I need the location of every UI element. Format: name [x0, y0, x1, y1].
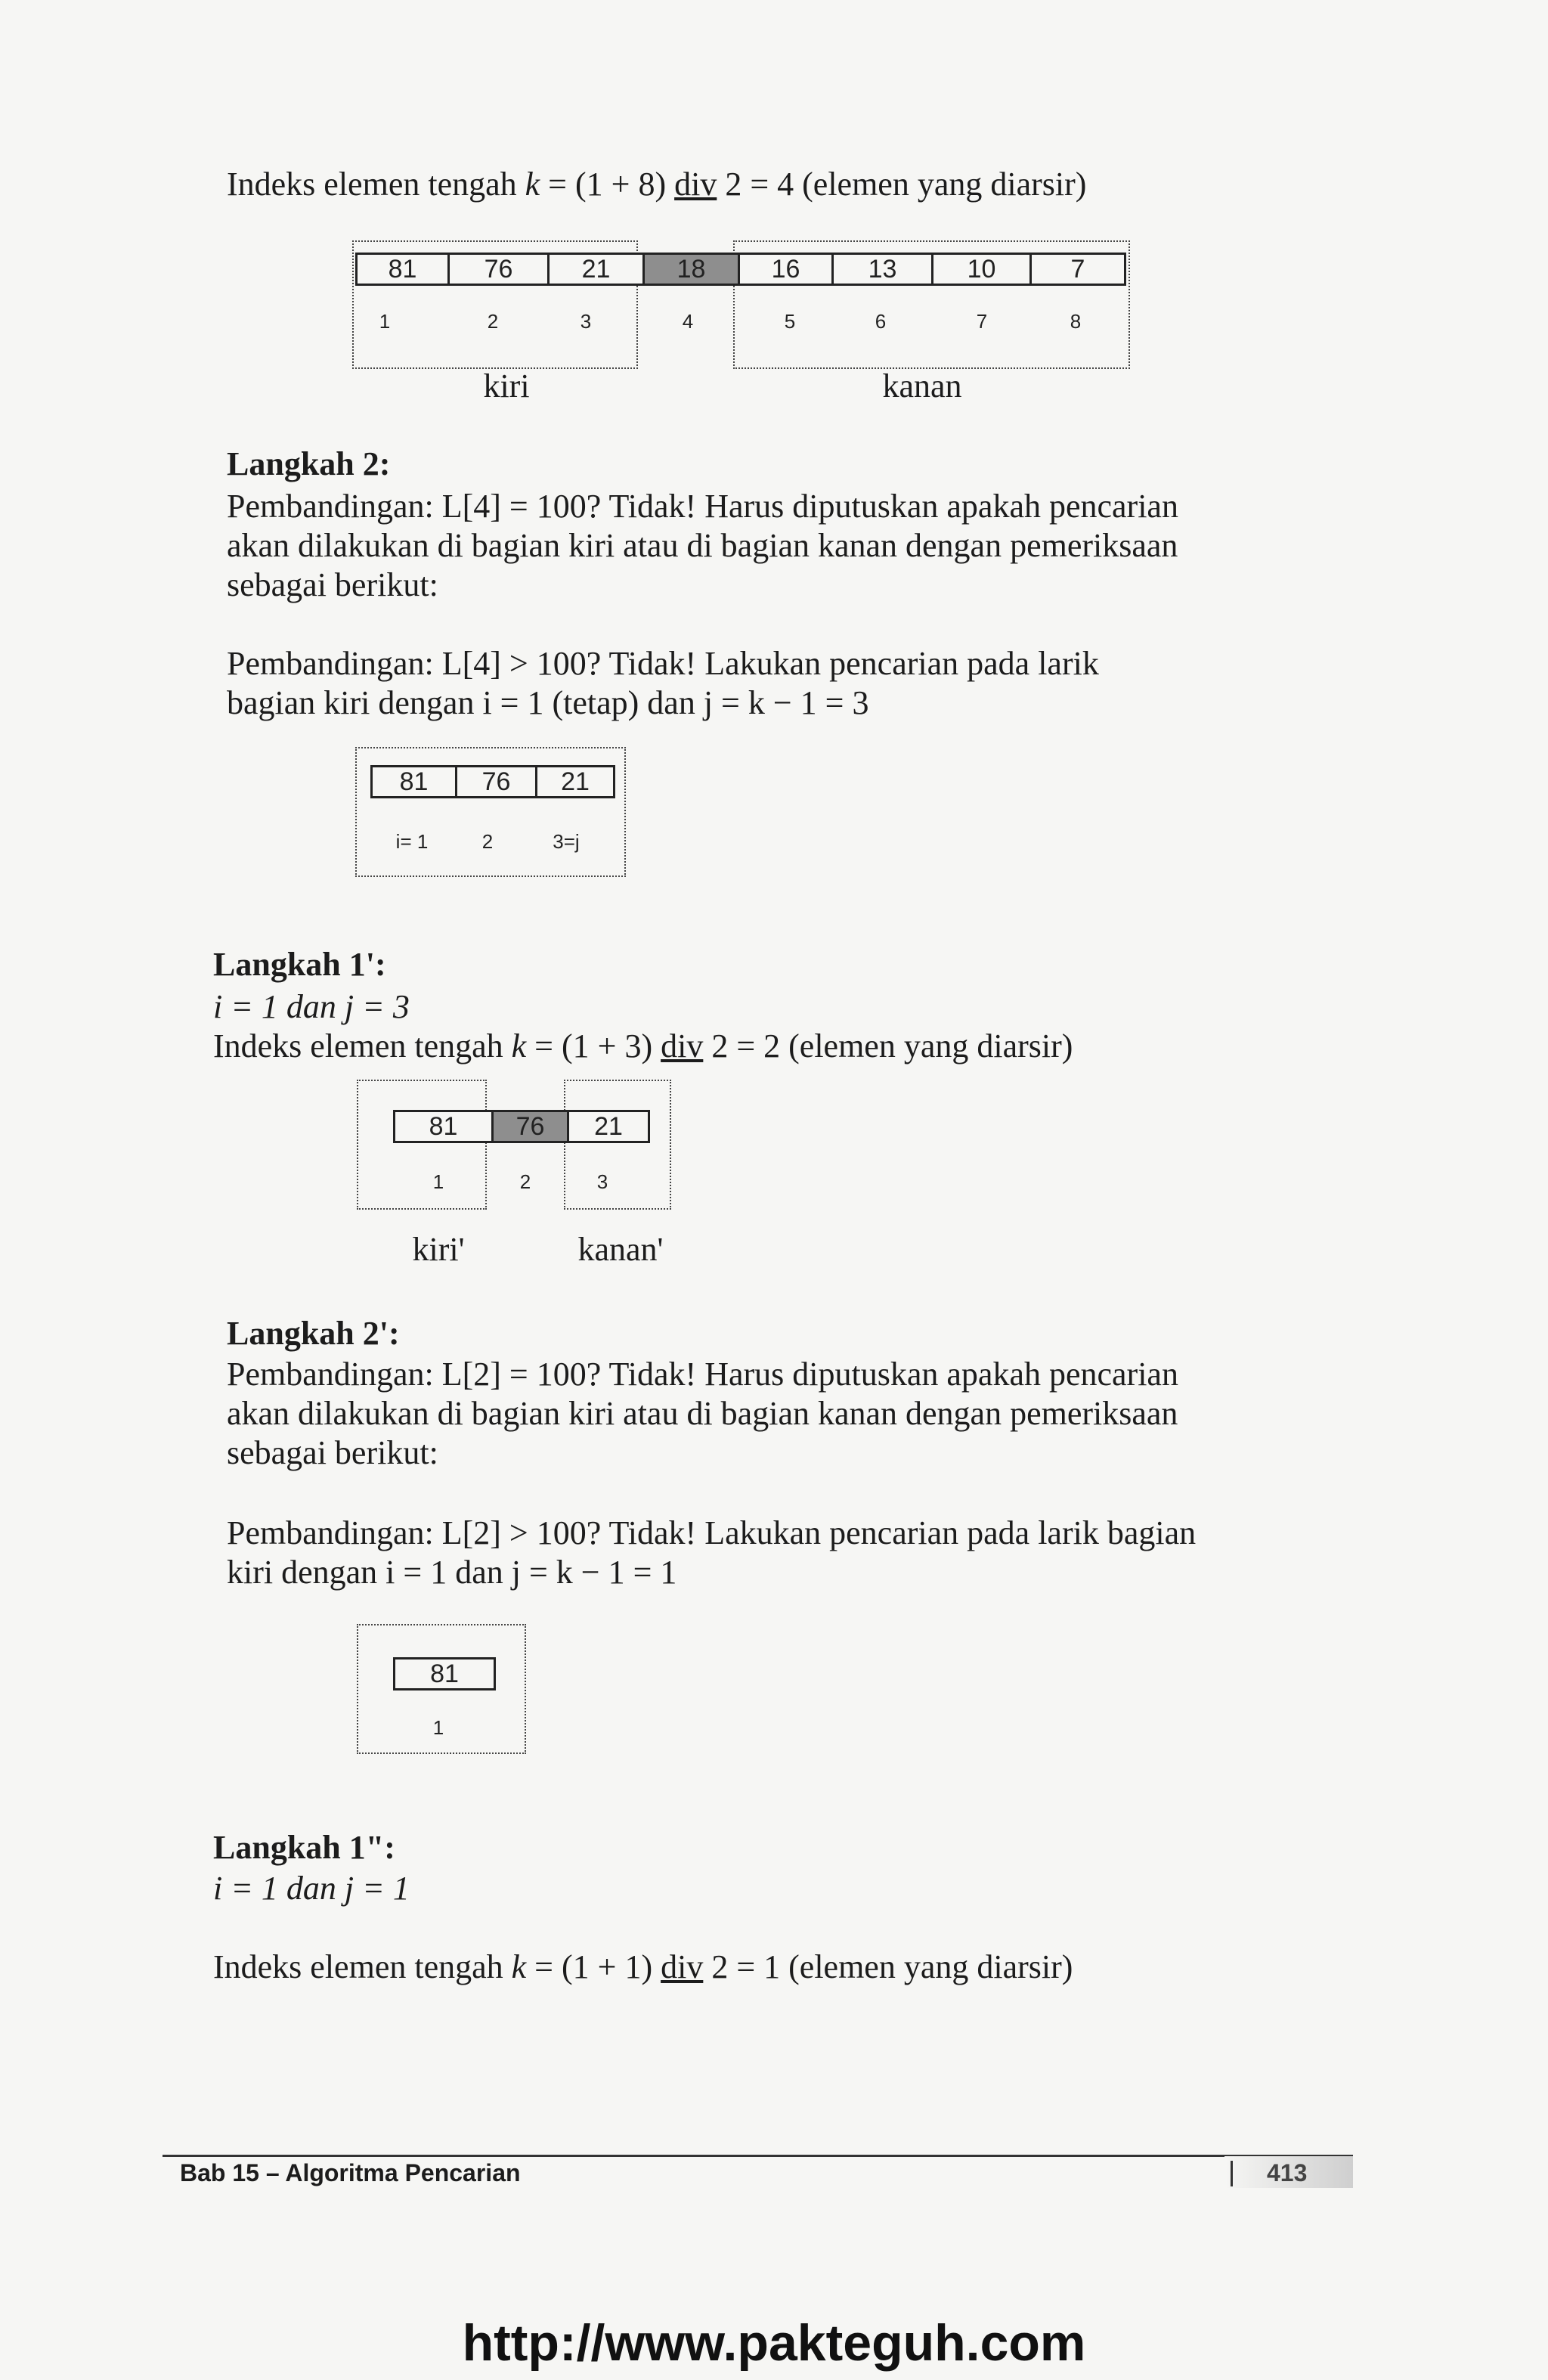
paragraph-line: Pembandingan: L[2] > 100? Tidak! Lakukan pencarian pada larik bagian [227, 1514, 1197, 1551]
cell: 81 [373, 767, 457, 796]
index: 2 [519, 1170, 531, 1193]
chapter-text: Bab 15 – Algoritma Pencarian [180, 2159, 521, 2186]
paragraph-line: Pembandingan: L[2] = 100? Tidak! Harus diputuskan apakah pencarian [227, 1356, 1178, 1393]
div-op: div [661, 1948, 704, 1985]
footer-chapter [180, 2159, 521, 2187]
index: 2 [487, 310, 499, 333]
source-url: http://www.pakteguh.com [462, 2314, 1086, 2372]
array-cells [393, 1110, 650, 1143]
paragraph-line: akan dilakukan di bagian kiri atau di bagian kanan dengan pemeriksaan [227, 1395, 1178, 1432]
var-k: k [511, 1027, 527, 1064]
cell: 81 [395, 1659, 494, 1688]
paragraph-line: Pembandingan: L[4] = 100? Tidak! Harus diputuskan apakah pencarian [227, 488, 1178, 525]
cell: 10 [933, 255, 1032, 284]
cell: 13 [834, 255, 933, 284]
cell-middle: 18 [645, 255, 740, 284]
cell: 21 [550, 255, 645, 284]
text: 2 = 2 (elemen yang diarsir) [703, 1027, 1073, 1064]
array-cells [370, 765, 615, 798]
text: Indeks elemen tengah [213, 1948, 512, 1985]
paragraph-line: bagian kiri dengan i = 1 (tetap) dan j = k − 1 = 3 [227, 684, 869, 721]
div-op: div [674, 166, 717, 203]
index: 8 [1070, 310, 1082, 333]
text: = (1 + 8) [540, 166, 675, 203]
index: 6 [875, 310, 887, 333]
index: 7 [976, 310, 988, 333]
paragraph-line: sebagai berikut: [227, 566, 438, 603]
index: 1 [379, 310, 391, 333]
array-cells [355, 253, 1126, 286]
paragraph-line: kiri dengan i = 1 dan j = k − 1 = 1 [227, 1554, 677, 1591]
index: 2 [481, 830, 494, 853]
page-number: 413 [1267, 2159, 1308, 2186]
cell: 81 [395, 1112, 494, 1141]
right-label: kanan' [577, 1231, 664, 1268]
cell: 7 [1032, 255, 1124, 284]
cell: 16 [740, 255, 834, 284]
step-heading: Langkah 1': [213, 946, 386, 983]
paragraph-line: akan dilakukan di bagian kiri atau di bagian kanan dengan pemeriksaan [227, 527, 1178, 564]
text: = (1 + 3) [526, 1027, 661, 1064]
index: 5 [784, 310, 796, 333]
index: 1 [432, 1716, 444, 1739]
middle-index-line-3 [213, 1948, 1073, 1987]
right-label: kanan [882, 367, 962, 404]
footer-rule [163, 2155, 1353, 2157]
var-k: k [525, 166, 540, 203]
text: Indeks elemen tengah [227, 166, 525, 203]
left-label: kiri [483, 367, 530, 404]
ij-line: i = 1 dan j = 3 [213, 988, 410, 1025]
left-label: kiri' [412, 1231, 465, 1268]
index: 4 [682, 310, 694, 333]
text: = (1 + 1) [526, 1948, 661, 1985]
cell: 81 [358, 255, 450, 284]
text: 2 = 4 (elemen yang diarsir) [717, 166, 1087, 203]
cell: 21 [569, 1112, 648, 1141]
cell-middle: 76 [494, 1112, 569, 1141]
index: 3 [596, 1170, 608, 1193]
paragraph-line: Pembandingan: L[4] > 100? Tidak! Lakukan pencarian pada larik [227, 645, 1099, 682]
middle-index-line-1 [227, 165, 1086, 204]
cell: 76 [457, 767, 537, 796]
text: Indeks elemen tengah [213, 1027, 512, 1064]
cell: 21 [537, 767, 613, 796]
var-k: k [511, 1948, 527, 1985]
step-heading: Langkah 1": [213, 1829, 395, 1866]
paragraph-line: sebagai berikut: [227, 1434, 438, 1471]
index: i= 1 [395, 830, 429, 853]
middle-index-line-2 [213, 1027, 1073, 1066]
array-cells [393, 1657, 496, 1690]
text: 2 = 1 (elemen yang diarsir) [703, 1948, 1073, 1985]
index: 3 [580, 310, 592, 333]
cell: 76 [450, 255, 550, 284]
ij-line: i = 1 dan j = 1 [213, 1870, 410, 1907]
index: 3=j [553, 830, 580, 853]
step-heading: Langkah 2: [227, 445, 391, 482]
div-op: div [661, 1027, 704, 1064]
page-divider [1231, 2161, 1233, 2186]
step-heading: Langkah 2': [227, 1315, 400, 1352]
index: 1 [432, 1170, 444, 1193]
